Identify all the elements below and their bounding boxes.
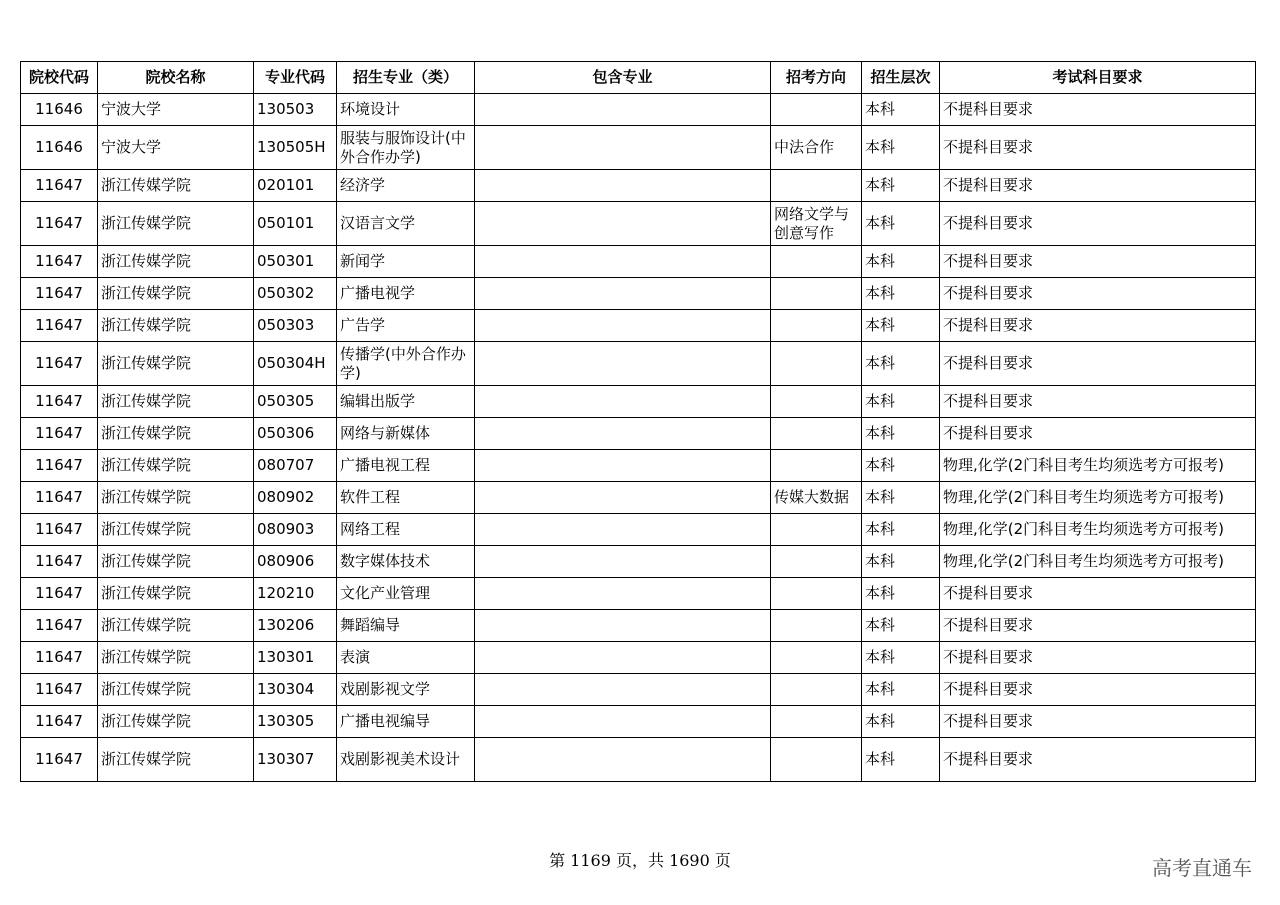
cell-major: 戏剧影视美术设计 <box>337 738 475 782</box>
table-row <box>21 246 1256 278</box>
cell-major-code: 050303 <box>254 310 337 342</box>
cell-major: 环境设计 <box>337 94 475 126</box>
cell-major-code: 130206 <box>254 610 337 642</box>
cell-level: 本科 <box>862 418 940 450</box>
cell-level: 本科 <box>862 578 940 610</box>
cell-major-code: 080902 <box>254 482 337 514</box>
cell-included-majors <box>475 246 771 278</box>
cell-school-name: 浙江传媒学院 <box>98 246 254 278</box>
cell-major-code: 050302 <box>254 278 337 310</box>
page-number: 第 1169 页，共 1690 页 <box>549 851 731 870</box>
table-row <box>21 482 1256 514</box>
cell-major-code: 130305 <box>254 706 337 738</box>
header-direction: 招考方向 <box>771 62 862 94</box>
cell-major: 戏剧影视文学 <box>337 674 475 706</box>
cell-major: 经济学 <box>337 170 475 202</box>
cell-direction <box>771 578 862 610</box>
cell-major-code: 130307 <box>254 738 337 782</box>
cell-subject-requirement: 不提科目要求 <box>940 94 1256 126</box>
cell-included-majors <box>475 674 771 706</box>
cell-school-name: 浙江传媒学院 <box>98 310 254 342</box>
cell-subject-requirement: 不提科目要求 <box>940 738 1256 782</box>
cell-level: 本科 <box>862 386 940 418</box>
cell-level: 本科 <box>862 482 940 514</box>
cell-level: 本科 <box>862 706 940 738</box>
table-row <box>21 674 1256 706</box>
cell-school-code: 11647 <box>21 170 98 202</box>
cell-level: 本科 <box>862 246 940 278</box>
cell-direction <box>771 642 862 674</box>
table-row <box>21 546 1256 578</box>
cell-major-code: 020101 <box>254 170 337 202</box>
cell-major-code: 050305 <box>254 386 337 418</box>
cell-major-code: 080906 <box>254 546 337 578</box>
table-row <box>21 342 1256 386</box>
cell-included-majors <box>475 310 771 342</box>
cell-major: 舞蹈编导 <box>337 610 475 642</box>
cell-level: 本科 <box>862 94 940 126</box>
table-row <box>21 418 1256 450</box>
cell-major-code: 080707 <box>254 450 337 482</box>
cell-school-code: 11647 <box>21 310 98 342</box>
cell-included-majors <box>475 450 771 482</box>
table-row <box>21 310 1256 342</box>
cell-major-code: 050306 <box>254 418 337 450</box>
table-row <box>21 278 1256 310</box>
cell-level: 本科 <box>862 278 940 310</box>
cell-school-name: 宁波大学 <box>98 94 254 126</box>
table-row <box>21 170 1256 202</box>
cell-major: 广告学 <box>337 310 475 342</box>
cell-school-code: 11647 <box>21 482 98 514</box>
cell-school-code: 11647 <box>21 578 98 610</box>
cell-subject-requirement: 不提科目要求 <box>940 202 1256 246</box>
cell-subject-requirement: 不提科目要求 <box>940 674 1256 706</box>
cell-school-name: 浙江传媒学院 <box>98 202 254 246</box>
cell-major: 新闻学 <box>337 246 475 278</box>
cell-subject-requirement: 物理,化学(2门科目考生均须选考方可报考) <box>940 450 1256 482</box>
cell-subject-requirement: 不提科目要求 <box>940 578 1256 610</box>
cell-direction <box>771 94 862 126</box>
cell-major-code: 050301 <box>254 246 337 278</box>
table-row <box>21 706 1256 738</box>
cell-major: 汉语言文学 <box>337 202 475 246</box>
header-major-code: 专业代码 <box>254 62 337 94</box>
cell-direction: 传媒大数据 <box>771 482 862 514</box>
cell-direction <box>771 514 862 546</box>
cell-school-name: 浙江传媒学院 <box>98 706 254 738</box>
cell-level: 本科 <box>862 642 940 674</box>
watermark: 高考直通车 <box>1152 856 1252 880</box>
cell-level: 本科 <box>862 514 940 546</box>
cell-school-code: 11647 <box>21 278 98 310</box>
cell-school-code: 11647 <box>21 202 98 246</box>
cell-included-majors <box>475 202 771 246</box>
cell-major: 表演 <box>337 642 475 674</box>
cell-school-name: 浙江传媒学院 <box>98 578 254 610</box>
cell-subject-requirement: 不提科目要求 <box>940 610 1256 642</box>
table-body <box>21 94 1256 782</box>
cell-school-name: 浙江传媒学院 <box>98 418 254 450</box>
cell-school-code: 11647 <box>21 706 98 738</box>
cell-direction <box>771 418 862 450</box>
cell-major-code: 050101 <box>254 202 337 246</box>
cell-level: 本科 <box>862 170 940 202</box>
cell-major: 广播电视学 <box>337 278 475 310</box>
cell-included-majors <box>475 342 771 386</box>
cell-subject-requirement: 不提科目要求 <box>940 342 1256 386</box>
cell-school-code: 11647 <box>21 738 98 782</box>
cell-school-name: 浙江传媒学院 <box>98 482 254 514</box>
cell-school-code: 11647 <box>21 418 98 450</box>
cell-major-code: 130304 <box>254 674 337 706</box>
header-school-name: 院校名称 <box>98 62 254 94</box>
table-row <box>21 738 1256 782</box>
cell-direction <box>771 342 862 386</box>
cell-major: 网络与新媒体 <box>337 418 475 450</box>
cell-school-name: 浙江传媒学院 <box>98 342 254 386</box>
header-major: 招生专业（类） <box>337 62 475 94</box>
cell-subject-requirement: 不提科目要求 <box>940 126 1256 170</box>
cell-direction <box>771 310 862 342</box>
cell-included-majors <box>475 126 771 170</box>
cell-major-code: 130301 <box>254 642 337 674</box>
cell-included-majors <box>475 738 771 782</box>
cell-included-majors <box>475 94 771 126</box>
cell-included-majors <box>475 642 771 674</box>
cell-level: 本科 <box>862 310 940 342</box>
header-school-code: 院校代码 <box>21 62 98 94</box>
cell-major: 传播学(中外合作办学) <box>337 342 475 386</box>
cell-included-majors <box>475 514 771 546</box>
cell-school-name: 宁波大学 <box>98 126 254 170</box>
cell-included-majors <box>475 386 771 418</box>
cell-subject-requirement: 不提科目要求 <box>940 170 1256 202</box>
cell-school-code: 11647 <box>21 642 98 674</box>
cell-included-majors <box>475 482 771 514</box>
cell-school-name: 浙江传媒学院 <box>98 514 254 546</box>
cell-level: 本科 <box>862 738 940 782</box>
cell-school-code: 11647 <box>21 342 98 386</box>
cell-direction: 网络文学与创意写作 <box>771 202 862 246</box>
cell-school-name: 浙江传媒学院 <box>98 738 254 782</box>
cell-school-name: 浙江传媒学院 <box>98 386 254 418</box>
cell-included-majors <box>475 418 771 450</box>
cell-direction <box>771 278 862 310</box>
cell-school-name: 浙江传媒学院 <box>98 674 254 706</box>
cell-included-majors <box>475 706 771 738</box>
cell-subject-requirement: 不提科目要求 <box>940 278 1256 310</box>
cell-direction: 中法合作 <box>771 126 862 170</box>
cell-subject-requirement: 物理,化学(2门科目考生均须选考方可报考) <box>940 482 1256 514</box>
cell-subject-requirement: 物理,化学(2门科目考生均须选考方可报考) <box>940 514 1256 546</box>
cell-school-code: 11647 <box>21 546 98 578</box>
cell-major: 广播电视工程 <box>337 450 475 482</box>
cell-direction <box>771 170 862 202</box>
table-header-row <box>21 62 1256 94</box>
cell-school-name: 浙江传媒学院 <box>98 546 254 578</box>
cell-level: 本科 <box>862 610 940 642</box>
cell-level: 本科 <box>862 342 940 386</box>
cell-school-name: 浙江传媒学院 <box>98 450 254 482</box>
cell-major: 编辑出版学 <box>337 386 475 418</box>
cell-included-majors <box>475 578 771 610</box>
cell-school-code: 11647 <box>21 610 98 642</box>
cell-school-name: 浙江传媒学院 <box>98 170 254 202</box>
table-row <box>21 610 1256 642</box>
admission-table <box>20 61 1256 782</box>
cell-major-code: 050304H <box>254 342 337 386</box>
cell-major: 服装与服饰设计(中外合作办学) <box>337 126 475 170</box>
cell-subject-requirement: 不提科目要求 <box>940 386 1256 418</box>
cell-included-majors <box>475 546 771 578</box>
cell-major: 数字媒体技术 <box>337 546 475 578</box>
cell-level: 本科 <box>862 450 940 482</box>
cell-school-code: 11647 <box>21 674 98 706</box>
cell-subject-requirement: 不提科目要求 <box>940 310 1256 342</box>
cell-school-name: 浙江传媒学院 <box>98 278 254 310</box>
header-level: 招生层次 <box>862 62 940 94</box>
cell-subject-requirement: 不提科目要求 <box>940 642 1256 674</box>
cell-major-code: 130505H <box>254 126 337 170</box>
table-row <box>21 126 1256 170</box>
cell-direction <box>771 386 862 418</box>
table-row <box>21 642 1256 674</box>
cell-level: 本科 <box>862 674 940 706</box>
cell-subject-requirement: 物理,化学(2门科目考生均须选考方可报考) <box>940 546 1256 578</box>
cell-school-code: 11646 <box>21 126 98 170</box>
cell-major-code: 130503 <box>254 94 337 126</box>
cell-school-name: 浙江传媒学院 <box>98 642 254 674</box>
cell-school-code: 11647 <box>21 450 98 482</box>
cell-level: 本科 <box>862 202 940 246</box>
cell-included-majors <box>475 610 771 642</box>
cell-major-code: 120210 <box>254 578 337 610</box>
table-row <box>21 202 1256 246</box>
cell-direction <box>771 674 862 706</box>
cell-direction <box>771 450 862 482</box>
table-row <box>21 386 1256 418</box>
header-subject-requirement: 考试科目要求 <box>940 62 1256 94</box>
cell-direction <box>771 610 862 642</box>
cell-school-code: 11647 <box>21 514 98 546</box>
table-row <box>21 578 1256 610</box>
cell-major-code: 080903 <box>254 514 337 546</box>
table-row <box>21 450 1256 482</box>
cell-school-code: 11646 <box>21 94 98 126</box>
cell-direction <box>771 546 862 578</box>
cell-school-code: 11647 <box>21 246 98 278</box>
cell-included-majors <box>475 278 771 310</box>
table-row <box>21 94 1256 126</box>
cell-direction <box>771 738 862 782</box>
cell-major: 广播电视编导 <box>337 706 475 738</box>
cell-major: 软件工程 <box>337 482 475 514</box>
table-row <box>21 514 1256 546</box>
cell-subject-requirement: 不提科目要求 <box>940 418 1256 450</box>
cell-level: 本科 <box>862 126 940 170</box>
cell-direction <box>771 706 862 738</box>
cell-subject-requirement: 不提科目要求 <box>940 706 1256 738</box>
cell-included-majors <box>475 170 771 202</box>
cell-school-name: 浙江传媒学院 <box>98 610 254 642</box>
cell-major: 文化产业管理 <box>337 578 475 610</box>
cell-major: 网络工程 <box>337 514 475 546</box>
cell-school-code: 11647 <box>21 386 98 418</box>
cell-level: 本科 <box>862 546 940 578</box>
cell-direction <box>771 246 862 278</box>
header-included-majors: 包含专业 <box>475 62 771 94</box>
cell-subject-requirement: 不提科目要求 <box>940 246 1256 278</box>
